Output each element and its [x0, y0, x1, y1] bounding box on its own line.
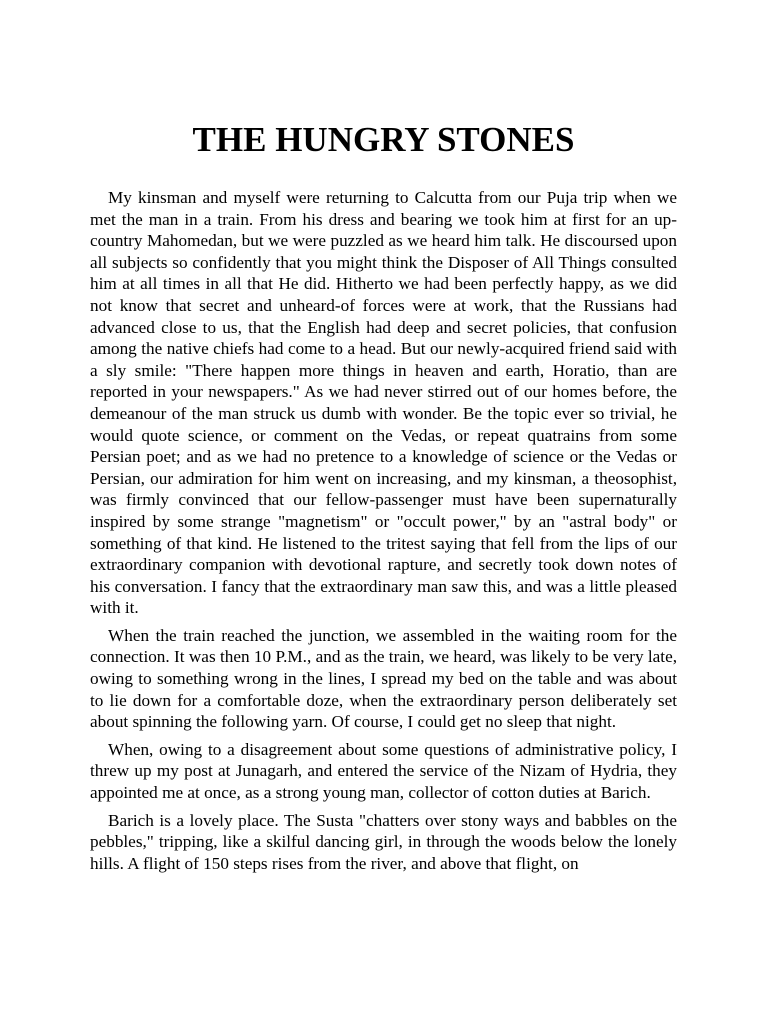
page — [90, 0, 677, 1024]
body-text — [90, 187, 677, 880]
paragraph: When, owing to a disagreement about some questions of administrative policy, I threw up my post at Junagarh, and entered the service of the Nizam of Hydria, they appointed me at once, as a strong young man, collector of cotton duties at Barich. — [90, 739, 677, 803]
paragraph: Barich is a lovely place. The Susta "chatters over stony ways and babbles on the pebbles," tripping, like a skilful dancing girl, in through the woods below the lonely hills. A flight of 150 steps rises from the river, and above that flight, on — [90, 810, 677, 873]
paragraph: When the train reached the junction, we assembled in the waiting room for the connection. It was then 10 P.M., and as the train, we heard, was likely to be very late, owing to something wrong in the lines, I spread my bed on the table and was about to lie down for a comfortable doze, when the extraordinary person deliberately set about spinning the following yarn. Of course, I could get no sleep that night. — [90, 625, 677, 732]
page-title: THE HUNGRY STONES — [192, 120, 575, 159]
paragraph: My kinsman and myself were returning to Calcutta from our Puja trip when we met the man in a train. From his dress and bearing we took him at first for an up-country Mahomedan, but we were puzzled as we heard him talk. He discoursed upon all subjects so confidently that you might think the Disposer of All Things consulted him at all times in all that He did. Hitherto we had been perfectly happy, as we did not know that secret and unheard-of forces were at work, that the Russians had advanced close to us, that the English had deep and secret policies, that confusion among the native chiefs had come to a head. But our newly-acquired friend said with a sly smile: "There happen more things in heaven and earth, Horatio, than are reported in your newspapers." As we had never stirred out of our homes before, the demeanour of the man struck us dumb with wonder. Be the topic ever so trivial, he would quote science, or comment on the Vedas, or repeat quatrains from some Persian poet; and as we had no pretence to a knowledge of science or the Vedas or Persian, our admiration for him went on increasing, and my kinsman, a theosophist, was firmly convinced that our fellow-passenger must have been supernaturally inspired by some strange "magnetism" or "occult power," by an "astral body" or something of that kind. He listened to the tritest saying that fell from the lips of our extraordinary companion with devotional rapture, and secretly took down notes of his conversation. I fancy that the extraordinary man saw this, and was a little pleased with it. — [90, 188, 677, 618]
